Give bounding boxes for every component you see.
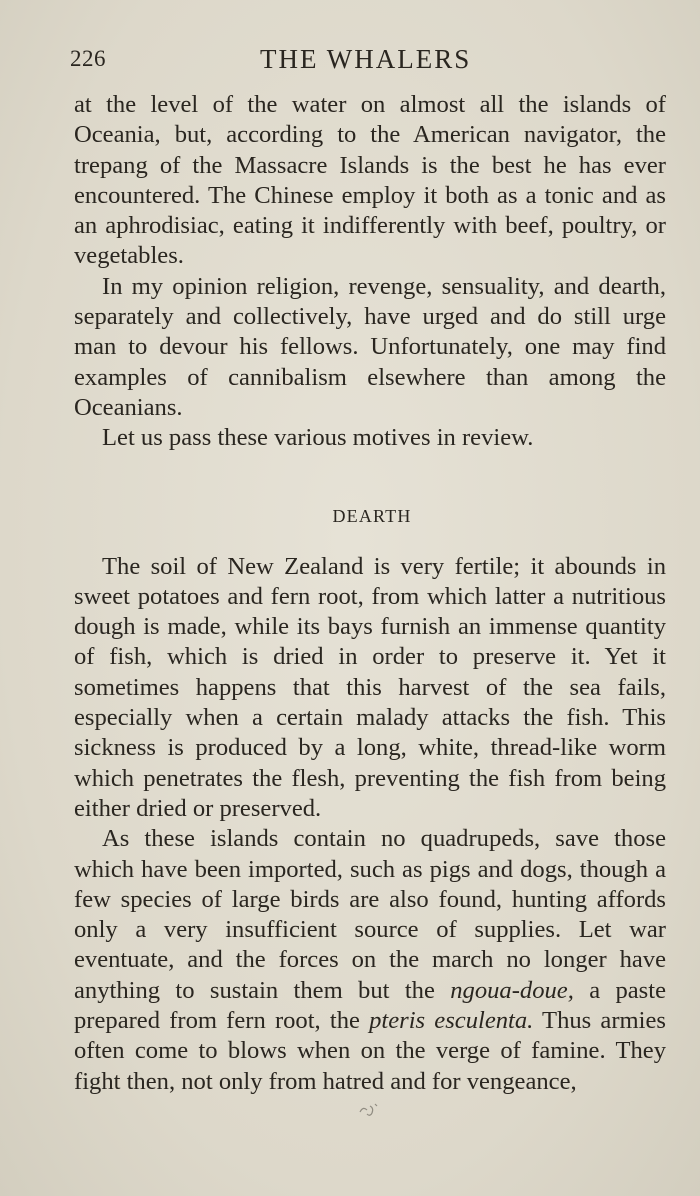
page-number: 226 xyxy=(70,46,106,71)
text-run: Let us pass these various motives in review. xyxy=(102,424,534,452)
text-run: a paste prepared from fern root, the xyxy=(74,976,666,1035)
page-mark-ornament xyxy=(356,1100,382,1125)
text-run: at the level of the water on almost all the islands of Oceania, but, according to the American navigator, the trepang of the Massacre Islands is the best he has ever encountered. The Chinese employ it both as a tonic and as an aphrodisiac, eating it indifferently with beef, poultry, or vegetables. xyxy=(74,91,666,270)
paragraph xyxy=(74,824,666,1097)
body-text xyxy=(74,90,666,1097)
paragraphs-before-heading xyxy=(74,90,666,454)
text-run: As these islands contain no quadrupeds, save those which have been imported, such as pigs and dogs, though a few species of large birds are also found, hunting affords only a very insufficient source of supplies. Let war eventuate, and the forces on the march no longer have anything to sustain them but the xyxy=(74,825,666,1004)
paragraph xyxy=(74,90,666,272)
italic-term: ngoua-doue, xyxy=(450,976,574,1004)
running-title: THE WHALERS xyxy=(260,44,472,74)
section-heading: DEARTH xyxy=(332,505,412,526)
paragraphs-after-heading xyxy=(74,552,666,1097)
running-head xyxy=(70,44,666,78)
italic-term: pteris esculenta. xyxy=(369,1007,534,1035)
paragraph xyxy=(74,423,666,453)
text-run: The soil of New Zealand is very fertile; it abounds in sweet potatoes and fern root, from which latter a nutritious dough is made, while its bays furnish an immense quantity of fish, which is dried in order to preserve it. Yet it sometimes happens that this harvest of the sea fails, especially when a certain malady attacks the fish. This sickness is produced by a long, white, thread-like worm which penetrates the flesh, preventing the fish from being either dried or preserved. xyxy=(74,552,666,822)
paragraph xyxy=(74,272,666,423)
text-run: In my opinion religion, revenge, sensuality, and dearth, separately and collectively, have urged and do still urge man to devour his fellows. Unfortunately, one may find examples of cannibalism elsewhere than among the Oceanians. xyxy=(74,272,666,421)
text-run: Thus armies often come to blows when on the verge of famine. They fight then, not only from hatred and for vengeance, xyxy=(74,1007,666,1095)
paragraph xyxy=(74,552,666,825)
